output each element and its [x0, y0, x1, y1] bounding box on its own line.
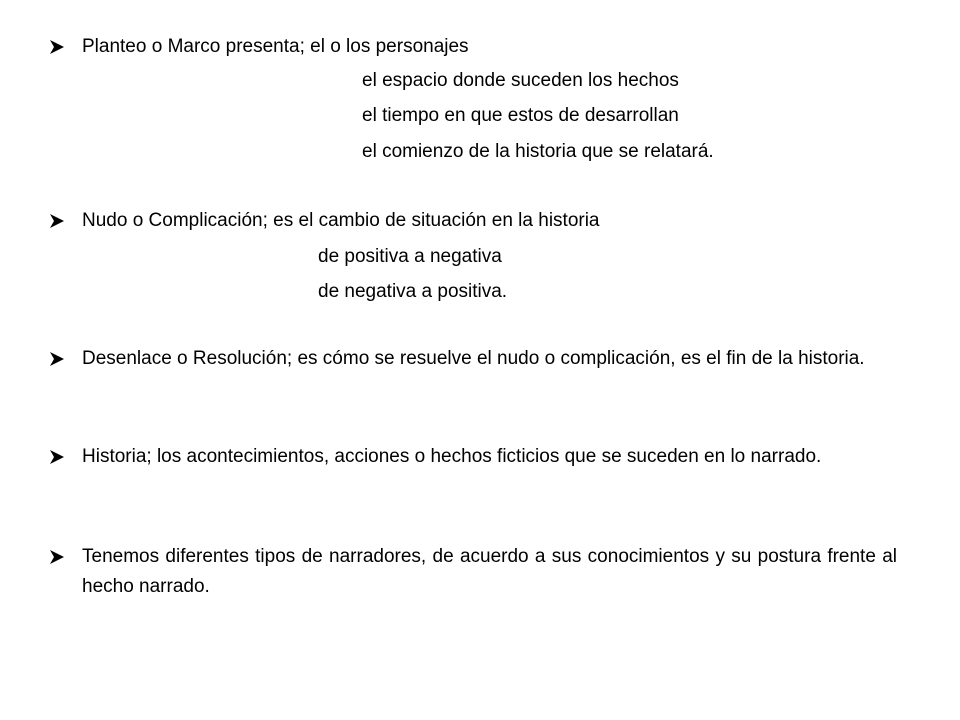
- arrowhead-bullet-icon: [48, 38, 66, 56]
- block-2-line-2: de positiva a negativa: [318, 246, 502, 267]
- block-2-line-1: Nudo o Complicación; es el cambio de situación en la historia: [82, 210, 600, 231]
- block-4-paragraph: Historia; los acontecimientos, acciones o hechos ficticios que se suceden en lo narrado.: [82, 446, 822, 467]
- block-1-line-3: el tiempo en que estos de desarrollan: [362, 105, 679, 126]
- block-2-line-3: de negativa a positiva.: [318, 281, 508, 302]
- block-3-paragraph: Desenlace o Resolución; es cómo se resuelve el nudo o complicación, es el fin de la historia.: [82, 348, 865, 369]
- block-5-paragraph: Tenemos diferentes tipos de narradores, de acuerdo a sus conocimientos y su postura frente al hecho narrado.: [82, 546, 897, 597]
- arrowhead-bullet-icon: [48, 212, 66, 230]
- arrowhead-bullet-icon: [48, 350, 66, 368]
- block-1-line-4: el comienzo de la historia que se relatará.: [362, 141, 714, 162]
- arrowhead-bullet-icon: [48, 448, 66, 466]
- block-1-line-2: el espacio donde suceden los hechos: [362, 70, 679, 91]
- block-1-line-1: Planteo o Marco presenta; el o los personajes: [82, 36, 469, 57]
- arrowhead-bullet-icon: [48, 548, 66, 566]
